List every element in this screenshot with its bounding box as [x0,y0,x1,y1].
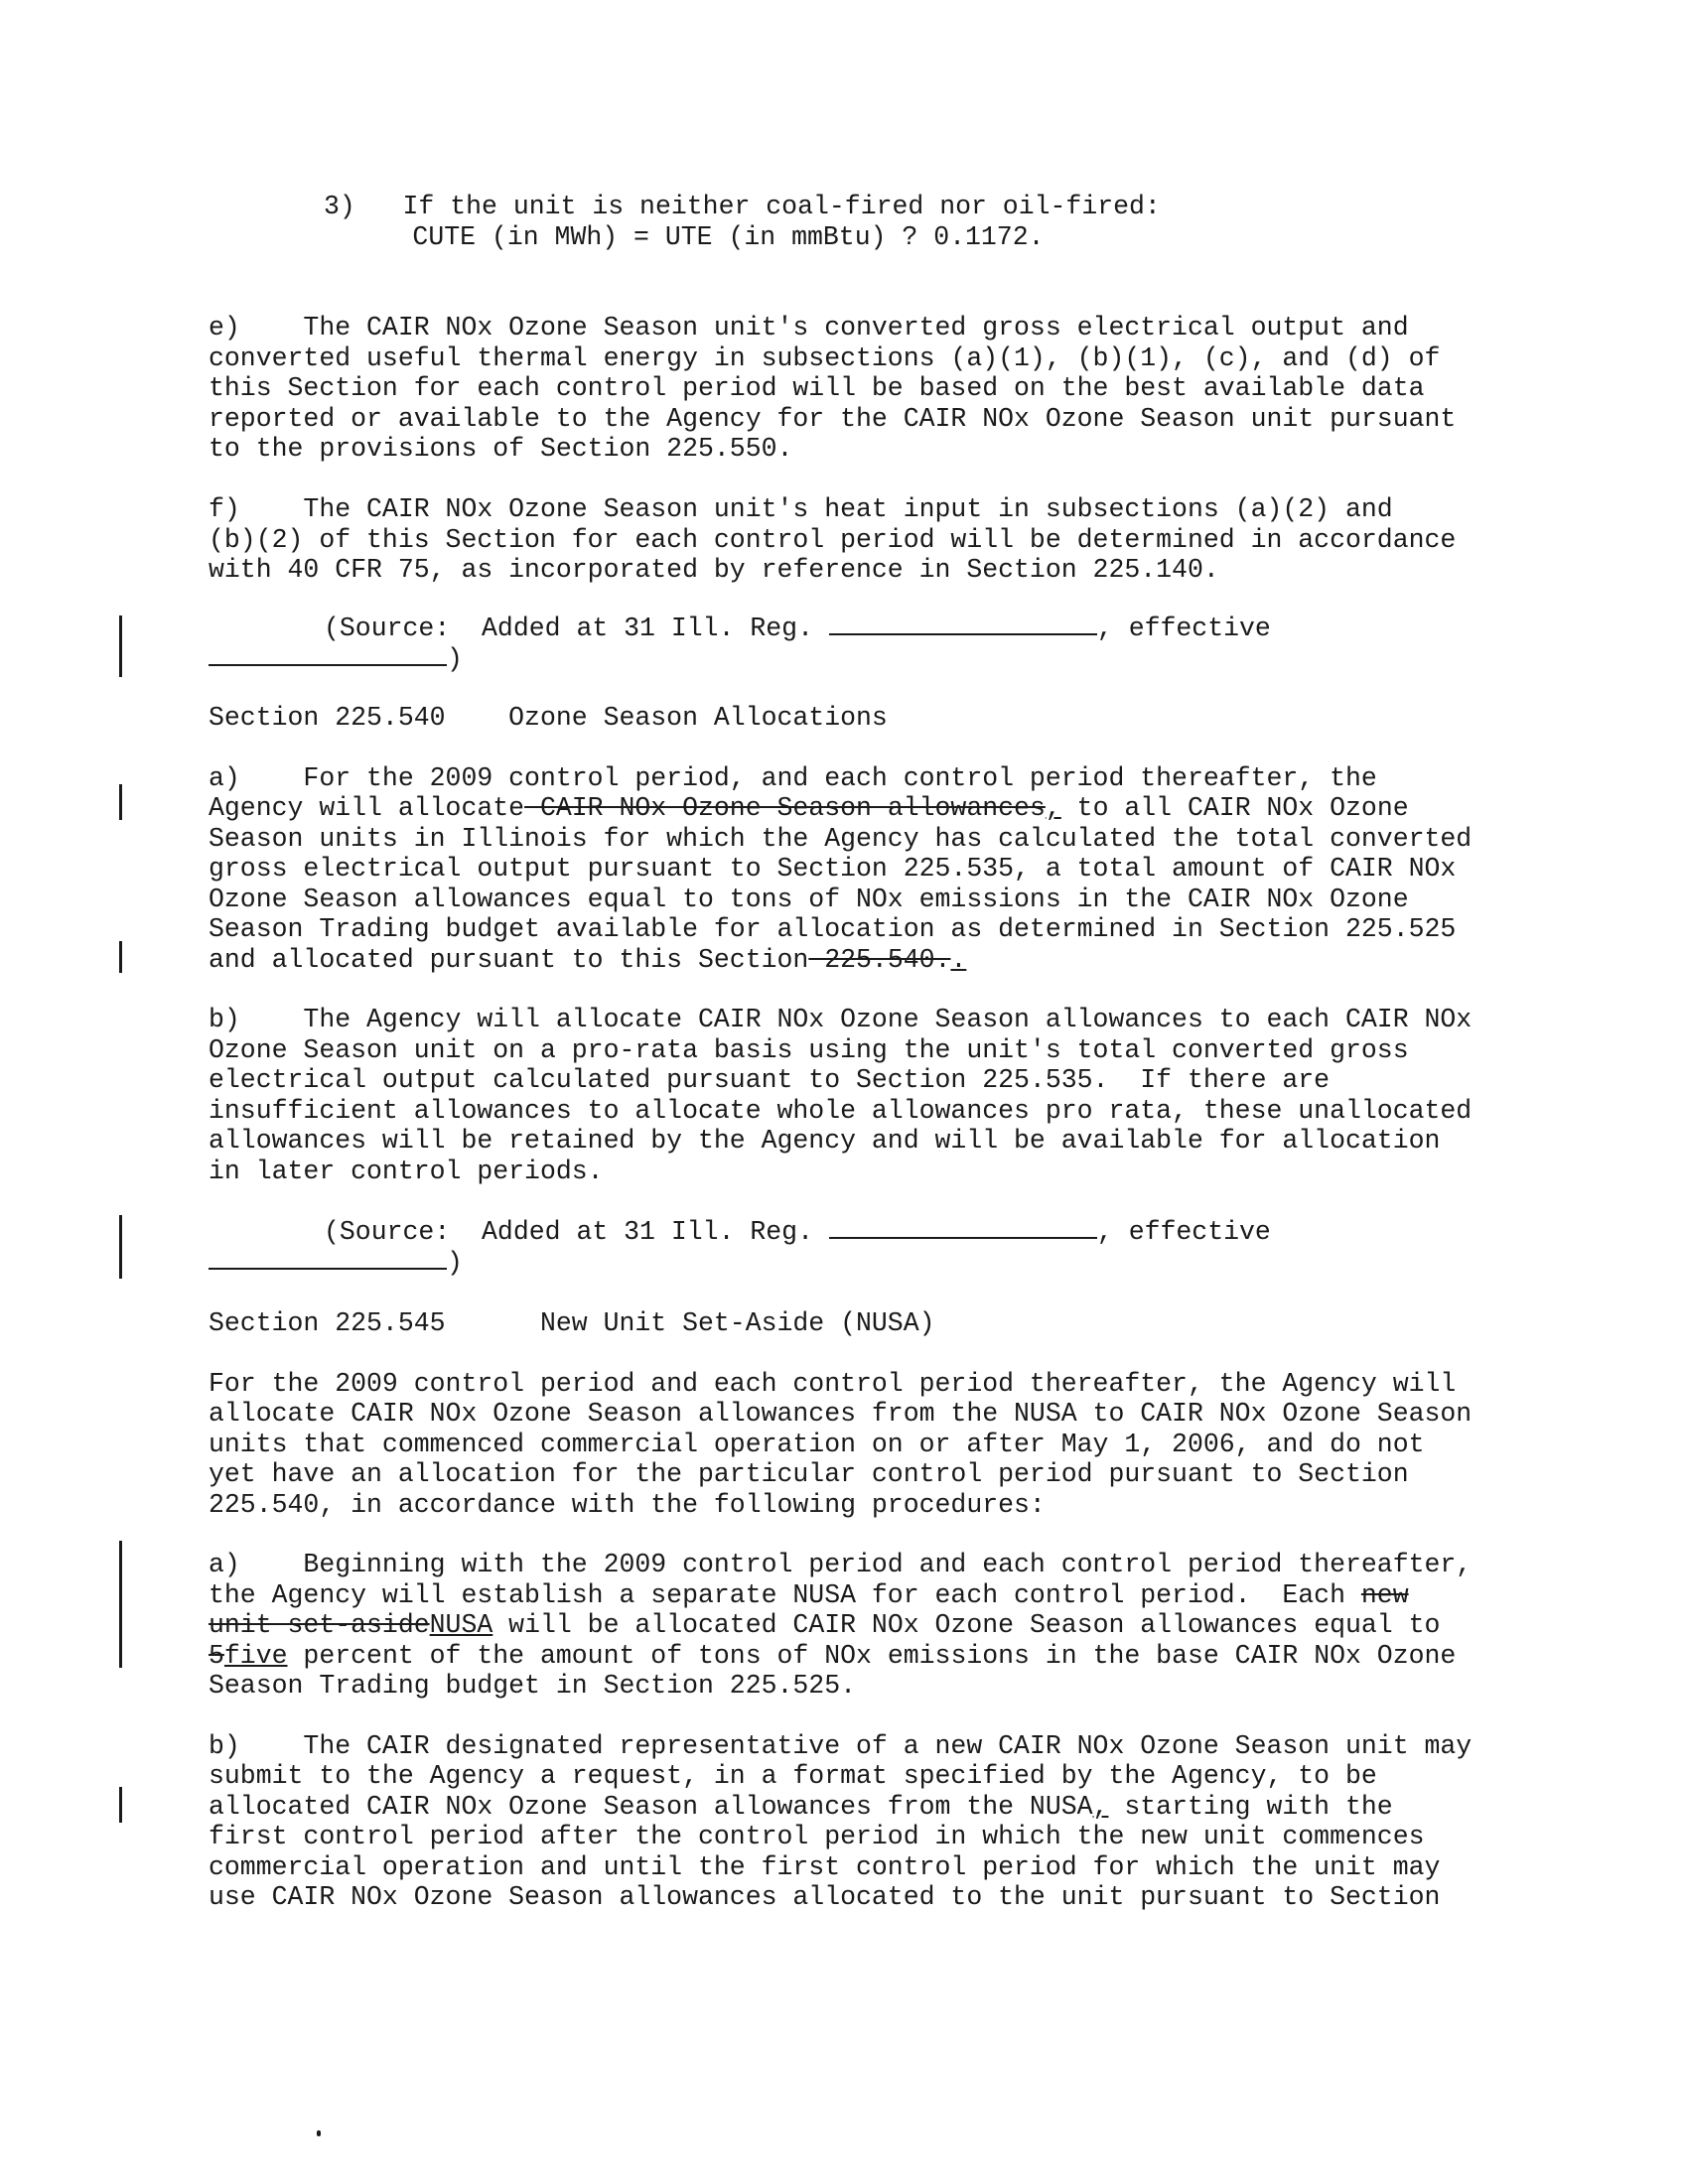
text-line: allowances will be retained by the Agency and will be available for allocation [209,1126,1441,1156]
source-close: ) [447,643,463,674]
paragraph-f [209,494,1539,586]
text-line: with 40 CFR 75, as incorporated by reference in Section 225.140. [209,555,1219,585]
section-225-545 [209,1308,1539,1913]
text-line: f) The CAIR NOx Ozone Season unit's heat input in subsections (a)(2) and [209,494,1393,524]
register-blank [829,1217,1097,1239]
text-line: this Section for each control period will be based on the best available data [209,373,1425,403]
text-line: gross electrical output pursuant to Section 225.535, a total amount of CAIR NOx [209,854,1457,884]
text-line: reported or available to the Agency for the CAIR NOx Ozone Season unit pursuant [209,403,1457,434]
text-line: b) The CAIR designated representative of a new CAIR NOx Ozone Season unit may [209,1730,1473,1761]
revision-bar [119,941,122,973]
text-line: insufficient allowances to allocate whole allowances pro rata, these unallocated [209,1095,1473,1126]
text-line: electrical output calculated pursuant to Section 225.535. If there are [209,1065,1331,1095]
source-text: (Source: Added at 31 Ill. Reg. [324,614,813,643]
text-line: a) Beginning with the 2009 control period and each control period thereafter, [209,1550,1473,1579]
effective-label: , effective [1096,1217,1271,1247]
text-line: (b)(2) of this Section for each control period will be determined in accordance [209,524,1457,555]
revision-bar [119,1541,122,1668]
text-line: For the 2009 control period and each control period thereafter, the Agency will [209,1368,1457,1399]
inserted-text: NUSA [429,1610,493,1640]
item-3-line: 3) If the unit is neither coal-fired nor oil-fired: [324,192,1161,221]
text-line: Ozone Season allowances equal to tons of NOx emissions in the CAIR NOx Ozone [209,884,1409,914]
register-blank [829,614,1097,635]
scan-speck [317,2130,321,2136]
source-text: (Source: Added at 31 Ill. Reg. [324,1217,813,1247]
item-3 [318,192,1654,252]
deleted-text: 5 [209,1640,224,1671]
text-line: b) The Agency will allocate CAIR NOx Ozone Season allowances to each CAIR NOx [209,1005,1473,1034]
source-close: ) [447,1247,463,1278]
effective-blank [209,1248,447,1270]
text-line: converted useful thermal energy in subsections (a)(1), (b)(1), (c), and (d) of [209,342,1441,373]
source-note [209,614,1539,674]
text-line: submit to the Agency a request, in a format specified by the Agency, to be [209,1761,1377,1791]
text-line: yet have an allocation for the particular control period pursuant to Section [209,1459,1409,1489]
inserted-text: five [223,1640,288,1671]
text-line: will be allocated CAIR NOx Ozone Season allowances equal to [492,1610,1441,1640]
section-heading: Section 225.540 Ozone Season Allocations [209,703,888,733]
inserted-text: , [1045,793,1061,823]
revision-bar [119,1787,122,1823]
text-line: units that commenced commercial operation on or after May 1, 2006, and do not [209,1429,1425,1459]
deleted-text: new [1360,1579,1409,1610]
text-line: Season Trading budget available for allocation as determined in Section 225.525 [209,914,1457,944]
text-line: e) The CAIR NOx Ozone Season unit's converted gross electrical output and [209,313,1409,342]
text-line: percent of the amount of tons of NOx emissions in the base CAIR NOx Ozone [287,1640,1457,1671]
text-line: use CAIR NOx Ozone Season allowances allocated to the unit pursuant to Section [209,1882,1441,1912]
section-heading: Section 225.545 New Unit Set-Aside (NUSA) [209,1308,935,1338]
inserted-text: , [1092,1791,1109,1822]
text-line: allocated CAIR NOx Ozone Season allowances from the NUSA [209,1791,1093,1822]
deleted-text: unit set-aside [209,1610,430,1640]
revision-bar [119,615,122,677]
effective-blank [209,644,447,666]
text-line: the Agency will establish a separate NUSA for each control period. Each [209,1579,1361,1610]
text-line: starting with the [1108,1791,1393,1822]
revision-bar [119,784,122,820]
source-note [209,1217,1539,1278]
deleted-text: CAIR NOx Ozone Season allowances [524,793,1046,823]
text-line: Season units in Illinois for which the Agency has calculated the total converted [209,823,1473,854]
text-line: commercial operation and until the first control period for which the unit may [209,1851,1441,1882]
text-line: 225.540, in accordance with the following procedures: [209,1489,1046,1520]
revision-bar [119,1215,122,1279]
item-3-formula: CUTE (in MWh) = UTE (in mmBtu) ? 0.1172. [318,221,1045,252]
section-225-540 [209,703,1539,1186]
deleted-text: 225.540. [808,944,951,975]
text-line: Season Trading budget in Section 225.525. [209,1671,857,1701]
text-line: a) For the 2009 control period, and each control period thereafter, the [209,762,1377,793]
text-line: in later control periods. [209,1156,604,1186]
text-line: and allocated pursuant to this Section [209,944,809,975]
inserted-text: . [950,944,967,975]
text-line: Agency will allocate [209,793,525,823]
text-line: first control period after the control period in which the new unit commences [209,1822,1425,1851]
effective-label: , effective [1096,614,1271,643]
text-line: to all CAIR NOx Ozone [1060,793,1409,823]
text-line: allocate CAIR NOx Ozone Season allowances from the NUSA to CAIR NOx Ozone Season [209,1399,1473,1429]
text-line: to the provisions of Section 225.550. [209,434,793,464]
paragraph-e [209,313,1539,465]
text-line: Ozone Season unit on a pro-rata basis using the unit's total converted gross [209,1034,1409,1065]
